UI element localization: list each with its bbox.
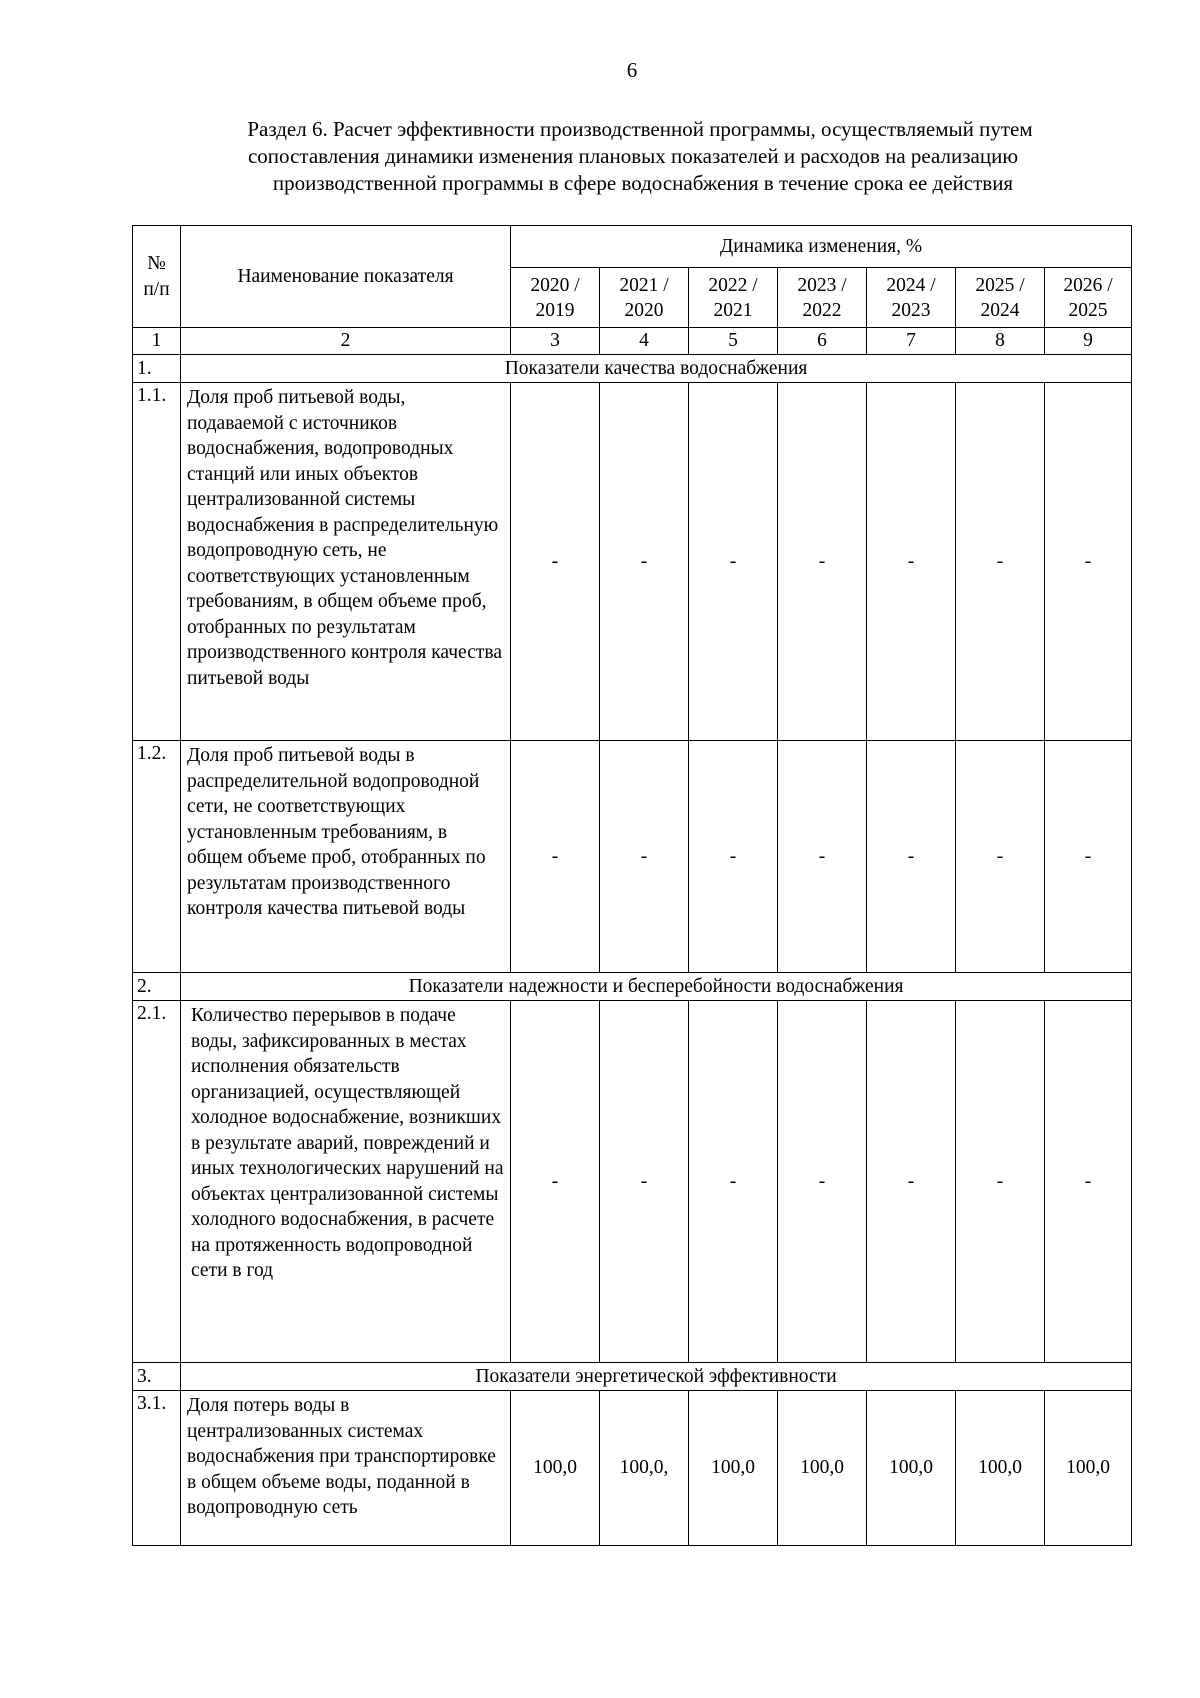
value-cell: -: [689, 741, 778, 973]
section-title: [150, 116, 1130, 197]
value-cell: -: [600, 383, 689, 741]
section-number: 2.: [133, 973, 181, 1001]
column-number: 6: [778, 328, 867, 355]
value-cell: -: [867, 383, 956, 741]
value-cell: -: [511, 741, 600, 973]
year-top: 2023 /: [797, 274, 847, 296]
year-cell: [956, 268, 1045, 328]
row-number: 2.1.: [133, 1001, 181, 1363]
year-cell: [1045, 268, 1132, 328]
section-label: Показатели качества водоснабжения: [181, 355, 1132, 383]
column-number: 2: [181, 328, 511, 355]
header-num-cell: [133, 226, 181, 328]
value-cell: -: [689, 1001, 778, 1363]
table-row: [133, 1391, 1132, 1546]
year-bottom: 2021: [713, 299, 753, 321]
year-bottom: 2024: [980, 299, 1020, 321]
value-cell: -: [1045, 741, 1132, 973]
header-num-abbr: п/п: [143, 278, 170, 300]
column-number: 8: [956, 328, 1045, 355]
section-label: Показатели надежности и бесперебойности водоснабжения: [181, 973, 1132, 1001]
year-bottom: 2022: [802, 299, 842, 321]
indicator-name: Количество перерывов в подаче воды, зафиксированных в местах исполнения обязательств организацией, осуществляющей холодное водоснабжение, возникших в результате аварий, повреждений и иных технологических нарушений на объектах централизованной системы холодного водоснабжения, в расчете на протяженность водопроводной сети в год: [181, 1001, 511, 1363]
year-top: 2026 /: [1063, 274, 1113, 296]
section-title-line: производственной программы в сфере водоснабжения в течение срока ее действия: [272, 171, 1014, 195]
value-cell: -: [778, 741, 867, 973]
year-cell: [867, 268, 956, 328]
year-top: 2020 /: [530, 274, 580, 296]
value-cell: 100,0: [1045, 1391, 1132, 1546]
table-row: [133, 1001, 1132, 1363]
value-cell: -: [867, 741, 956, 973]
row-number: 1.2.: [133, 741, 181, 973]
indicator-name: Доля проб питьевой воды в распределительной водопроводной сети, не соответствующих установленным требованиям, в общем объеме проб, отобранных по результатам производственного контроля качества питьевой воды: [181, 741, 511, 973]
section-number: 1.: [133, 355, 181, 383]
year-cell: [511, 268, 600, 328]
header-row: [133, 226, 1132, 268]
section-number: 3.: [133, 1363, 181, 1391]
value-cell: -: [1045, 1001, 1132, 1363]
year-bottom: 2019: [535, 299, 575, 321]
value-cell: -: [956, 1001, 1045, 1363]
column-number: 7: [867, 328, 956, 355]
section-label: Показатели энергетической эффективности: [181, 1363, 1132, 1391]
value-cell: -: [511, 1001, 600, 1363]
value-cell: 100,0: [956, 1391, 1045, 1546]
section-row: [133, 1363, 1132, 1391]
value-cell: -: [778, 1001, 867, 1363]
value-cell: -: [689, 383, 778, 741]
column-number: 1: [133, 328, 181, 355]
section-row: [133, 973, 1132, 1001]
value-cell: -: [1045, 383, 1132, 741]
page-number: 6: [626, 58, 638, 82]
value-cell: -: [778, 383, 867, 741]
value-cell: -: [600, 741, 689, 973]
table-row: [133, 741, 1132, 973]
value-cell: -: [600, 1001, 689, 1363]
row-number: 1.1.: [133, 383, 181, 741]
column-numbers-row: [133, 328, 1132, 355]
section-title-line: сопоставления динамики изменения плановых показателей и расходов на реализацию: [247, 144, 1019, 168]
year-bottom: 2025: [1068, 299, 1108, 321]
indicator-name: Доля потерь воды в централизованных системах водоснабжения при транспортировке в общем объеме воды, поданной в водопроводную сеть: [181, 1391, 511, 1546]
value-cell: 100,0: [867, 1391, 956, 1546]
row-number: 3.1.: [133, 1391, 181, 1546]
value-cell: -: [867, 1001, 956, 1363]
year-cell: [689, 268, 778, 328]
year-top: 2021 /: [619, 274, 669, 296]
value-cell: 100,0: [689, 1391, 778, 1546]
header-num-symbol: №: [147, 252, 166, 274]
year-cell: [600, 268, 689, 328]
column-number: 4: [600, 328, 689, 355]
column-number: 5: [689, 328, 778, 355]
year-top: 2022 /: [708, 274, 758, 296]
header-name-cell: Наименование показателя: [181, 226, 511, 328]
efficiency-table: [132, 225, 1132, 1546]
column-number: 3: [511, 328, 600, 355]
value-cell: 100,0: [511, 1391, 600, 1546]
value-cell: -: [511, 383, 600, 741]
year-bottom: 2020: [624, 299, 664, 321]
indicator-name: Доля проб питьевой воды, подаваемой с источников водоснабжения, водопроводных станций или иных объектов централизованной системы водоснабжения в распределительную водопроводную сеть, не соответствующих установленным требованиям, в общем объеме проб, отобранных по результатам производственного контроля качества питьевой воды: [181, 383, 511, 741]
section-title-line: Раздел 6. Расчет эффективности производственной программы, осуществляемый путем: [247, 117, 1033, 141]
header-dynamics-cell: Динамика изменения, %: [511, 226, 1132, 268]
value-cell: 100,0: [778, 1391, 867, 1546]
section-row: [133, 355, 1132, 383]
year-top: 2024 /: [886, 274, 936, 296]
year-bottom: 2023: [891, 299, 931, 321]
year-cell: [778, 268, 867, 328]
value-cell: -: [956, 383, 1045, 741]
column-number: 9: [1045, 328, 1132, 355]
value-cell: 100,0,: [600, 1391, 689, 1546]
value-cell: -: [956, 741, 1045, 973]
year-top: 2025 /: [975, 274, 1025, 296]
table-row: [133, 383, 1132, 741]
